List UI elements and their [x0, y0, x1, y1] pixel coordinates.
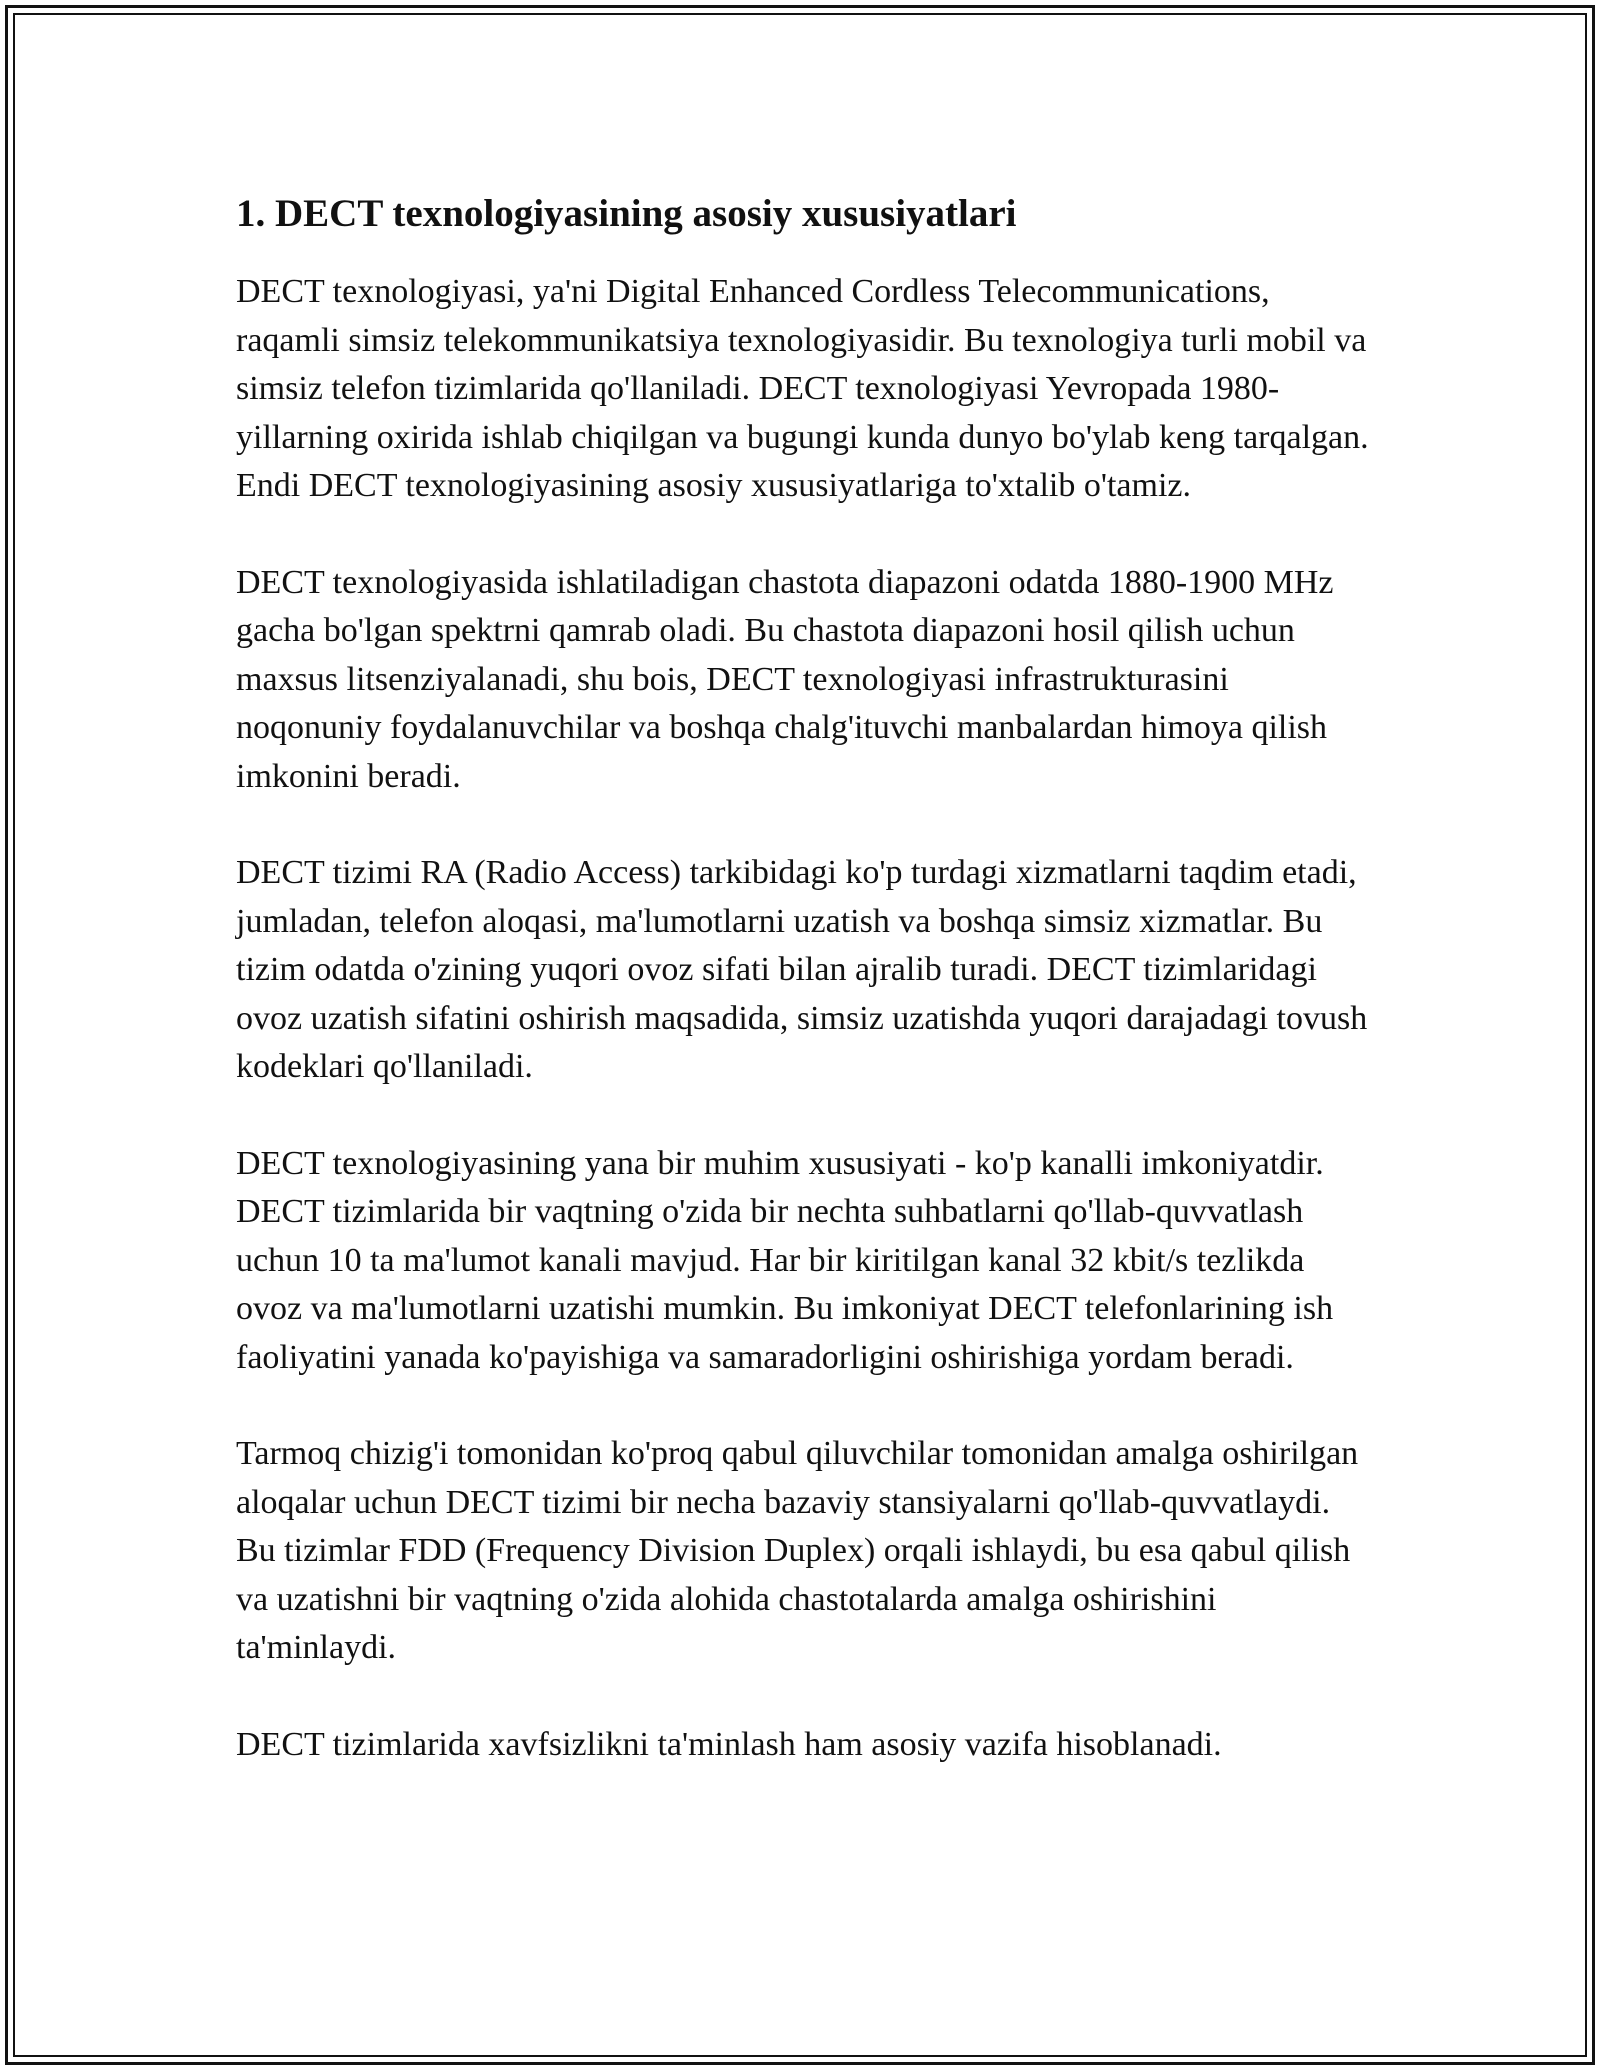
paragraph-2: DECT texnologiyasida ishlatiladigan chastota diapazoni odatda 1880-1900 MHz gacha bo'lgan spektrni qamrab oladi. Bu chastota diapazoni hosil qilish uchun maxsus litsenziyalanadi, shu bois, DECT texnologiyasi infrastrukturasini noqonuniy foydalanuvchilar va boshqa chalg'ituvchi manbalardan himoya qilish imkonini beradi. — [236, 563, 1334, 795]
document-title: 1. DECT texnologiyasining asosiy xususiyatlari — [236, 192, 1017, 235]
document-body — [236, 190, 1376, 1817]
paragraph-5: Tarmoq chizig'i tomonidan ko'proq qabul qiluvchilar tomonidan amalga oshirilgan aloqalar uchun DECT tizimi bir necha bazaviy stansiyalarni qo'llab-quvvatlaydi. Bu tizimlar FDD (Frequency Division Duplex) orqali ishlaydi, bu esa qabul qilish va uzatishni bir vaqtning o'zida alohida chastotalarda amalga oshirishini ta'minlaydi. — [236, 1435, 1359, 1666]
paragraph-1: DECT texnologiyasi, ya'ni Digital Enhanced Cordless Telecommunications, raqamli simsiz telekommunikatsiya texnologiyasidir. Bu texnologiya turli mobil va simsiz telefon tizimlarida qo'llaniladi. DECT texnologiyasi Yevropada 1980-yillarning oxirida ishlab chiqilgan va bugungi kunda dunyo bo'ylab keng tarqalgan. Endi DECT texnologiyasining asosiy xususiyatlariga to'xtalib o'tamiz. — [236, 273, 1369, 504]
paragraph-4: DECT texnologiyasining yana bir muhim xususiyati - ko'p kanalli imkoniyatdir. DECT tizimlarida bir vaqtning o'zida bir nechta suhbatlarni qo'llab-quvvatlash uchun 10 ta ma'lumot kanali mavjud. Har bir kiritilgan kanal 32 kbit/s tezlikda ovoz va ma'lumotlarni uzatishi mumkin. Bu imkoniyat DECT telefonlarining ish faoliyatini yanada ko'payishiga va samaradorligini oshirishiga yordam beradi. — [236, 1144, 1334, 1376]
paragraph-3: DECT tizimi RA (Radio Access) tarkibidagi ko'p turdagi xizmatlarni taqdim etadi, jumladan, telefon aloqasi, ma'lumotlarni uzatish va boshqa simsiz xizmatlar. Bu tizim odatda o'zining yuqori ovoz sifati bilan ajralib turadi. DECT tizimlaridagi ovoz uzatish sifatini oshirish maqsadida, simsiz uzatishda yuqori darajadagi tovush kodeklari qo'llaniladi. — [236, 854, 1368, 1085]
paragraph-6: DECT tizimlarida xavfsizlikni ta'minlash ham asosiy vazifa hisoblanadi. — [236, 1725, 1222, 1763]
